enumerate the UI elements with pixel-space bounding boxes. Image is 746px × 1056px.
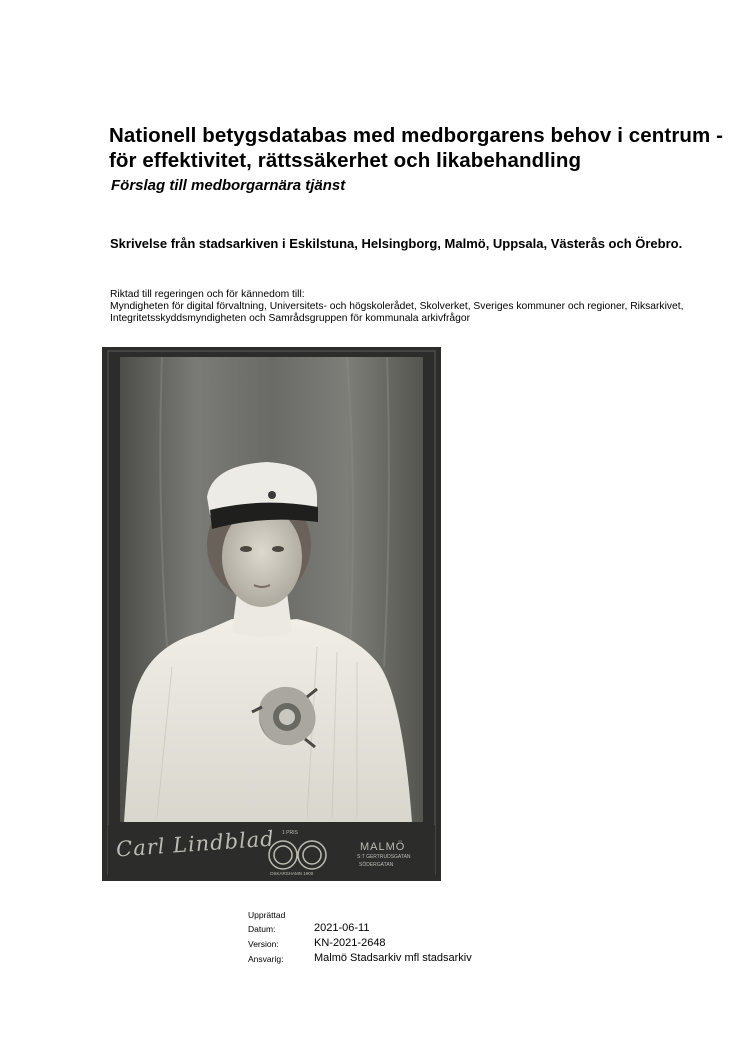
metadata-value: KN-2021-2648 — [314, 937, 386, 949]
recipients-list: Myndigheten för digital förvaltning, Universitets- och högskolerådet, Skolverket, Sveriges kommuner och regioner, Riksarkivet, Integritetsskyddsmyndigheten och Samrådsgruppen för kommunala arkivfrågor — [110, 301, 684, 325]
studio-address-1: S:T GERTRUDSGATAN — [357, 854, 411, 860]
studio-address-2: SÖDERGATAN — [359, 862, 394, 868]
photographer-signature: Carl Lindblad — [115, 826, 276, 862]
document-subtitle: Förslag till medborgarnära tjänst — [111, 177, 346, 194]
cabinet-card-photo — [102, 347, 441, 881]
medal-top-text: 1 PRIS — [282, 830, 298, 836]
document-title: Nationell betygsdatabas med medborgarens behov i centrum - för effektivitet, rättssäkerhet och likabehandling — [109, 124, 724, 172]
document-source: Skrivelse från stadsarkiven i Eskilstuna, Helsingborg, Malmö, Uppsala, Västerås och Örebro. — [110, 236, 683, 251]
metadata-value: 2021-06-11 — [314, 922, 370, 934]
studio-city: MALMÖ — [360, 841, 406, 853]
recipients-block — [110, 289, 720, 326]
metadata-label: Ansvarig: — [248, 954, 284, 964]
metadata-label: Datum: — [248, 924, 276, 934]
medal-bottom-text: OSKARSHAMN 1900 — [270, 871, 314, 876]
metadata-heading: Upprättad — [248, 910, 286, 920]
recipients-heading: Riktad till regeringen och för kännedom till: — [110, 289, 305, 300]
metadata-label: Version: — [248, 939, 279, 949]
metadata-value: Malmö Stadsarkiv mfl stadsarkiv — [314, 952, 472, 964]
